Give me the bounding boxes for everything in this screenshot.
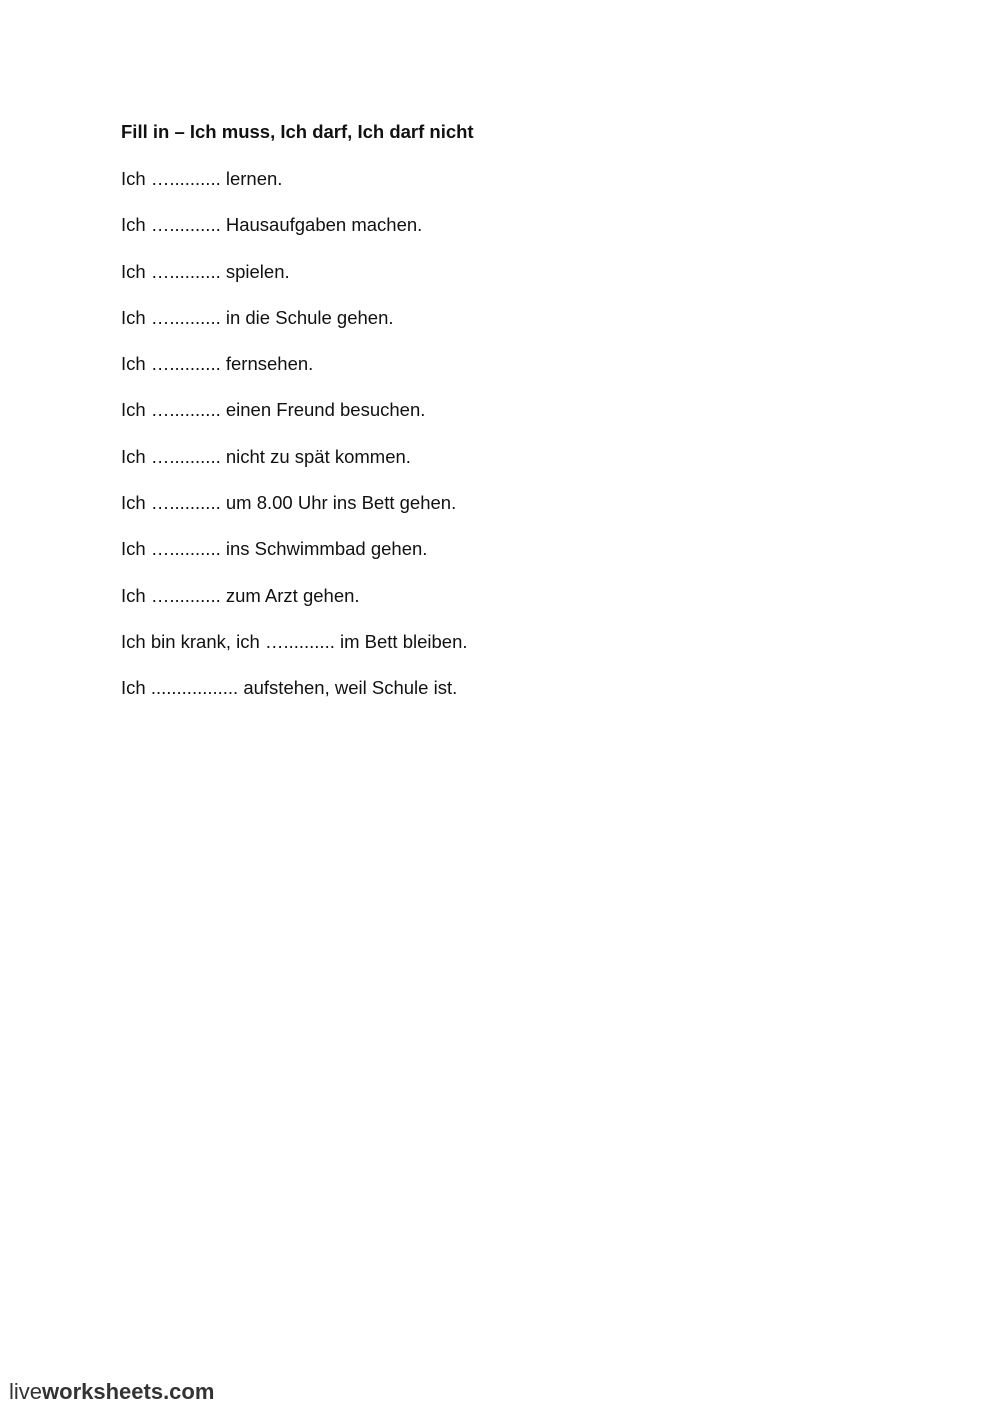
sentence-list xyxy=(121,168,468,724)
liveworksheets-logo xyxy=(9,1379,214,1405)
sentence-line: Ich bin krank, ich ….......... im Bett bleiben. xyxy=(121,630,468,652)
logo-text-worksheets: worksheets.com xyxy=(42,1379,215,1404)
sentence-line: Ich ….......... zum Arzt gehen. xyxy=(121,584,360,606)
logo-text-live: live xyxy=(9,1379,43,1404)
sentence-line: Ich ….......... Hausaufgaben machen. xyxy=(121,214,423,236)
sentence-line: Ich ….......... nicht zu spät kommen. xyxy=(121,445,411,467)
sentence-line: Ich ….......... ins Schwimmbad gehen. xyxy=(121,538,428,560)
sentence-line: Ich ….......... um 8.00 Uhr ins Bett gehen. xyxy=(121,492,457,514)
worksheet-title: Fill in – Ich muss, Ich darf, Ich darf nicht xyxy=(121,121,474,142)
sentence-line: Ich ….......... lernen. xyxy=(121,168,283,189)
sentence-line: Ich ….......... in die Schule gehen. xyxy=(121,306,394,328)
sentence-line: Ich ….......... spielen. xyxy=(121,260,290,282)
sentence-line: Ich ….......... einen Freund besuchen. xyxy=(121,399,426,421)
sentence-line: Ich ….......... fernsehen. xyxy=(121,353,314,375)
sentence-line: Ich ................. aufstehen, weil Schule ist. xyxy=(121,677,458,699)
